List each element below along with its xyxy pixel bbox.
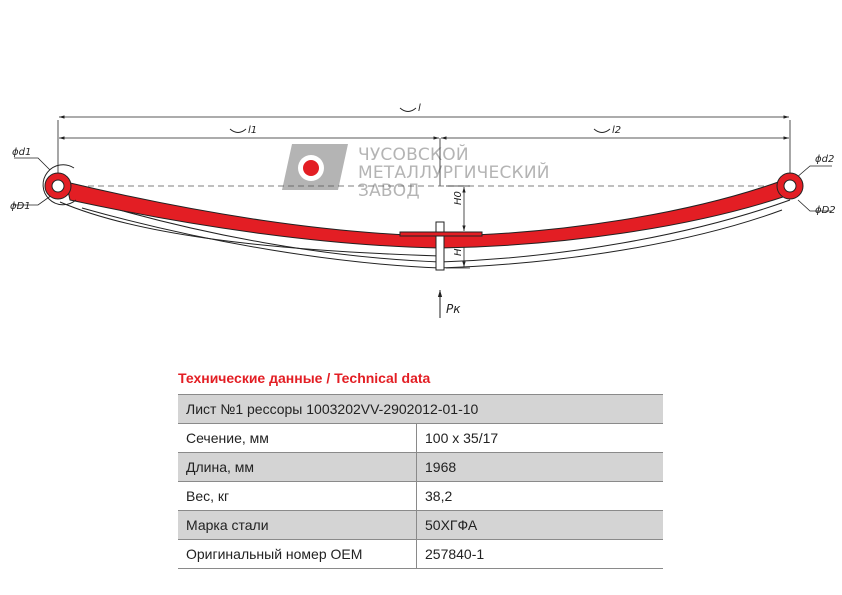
logo-line-2: МЕТАЛЛУРГИЧЕСКИЙ <box>358 163 550 183</box>
dim-label-D2: ϕD2 <box>815 205 836 216</box>
spec-value: 50ХГФА <box>417 511 664 540</box>
logo-mark-core <box>303 160 319 176</box>
leaf-2-top <box>72 196 790 262</box>
right-eye-bore <box>784 180 796 192</box>
d1-leader <box>14 158 50 170</box>
dim-label-l1: l1 <box>248 125 258 136</box>
dim-label-l: l <box>418 103 421 114</box>
dim-label-h0: H0 <box>453 191 464 205</box>
spec-label: Сечение, мм <box>178 424 417 453</box>
spec-label: Длина, мм <box>178 453 417 482</box>
table-row <box>178 540 663 569</box>
dim-label-d1: ϕd1 <box>12 147 32 158</box>
spec-table <box>178 394 663 569</box>
spec-title: Технические данные / Technical data <box>178 370 431 386</box>
dim-label-l2: l2 <box>612 125 622 136</box>
center-pad <box>400 232 482 236</box>
spec-label: Вес, кг <box>178 482 417 511</box>
spec-label: Оригинальный номер OEM <box>178 540 417 569</box>
spec-value: 257840-1 <box>417 540 664 569</box>
spec-header-cell: Лист №1 рессоры 1003202VV-2902012-01-10 <box>178 395 663 424</box>
main-leaf <box>66 180 786 248</box>
d2-leader <box>796 166 832 178</box>
table-row <box>178 482 663 511</box>
dim-label-pk: Pк <box>446 302 461 316</box>
center-bolt-body <box>436 222 444 270</box>
spec-header-row <box>178 395 663 424</box>
dim-label-h: H <box>453 248 464 256</box>
right-eye <box>777 173 803 199</box>
spec-value: 1968 <box>417 453 664 482</box>
table-row <box>178 453 663 482</box>
table-row <box>178 511 663 540</box>
logo-line-1: ЧУСОВСКОЙ <box>358 145 469 165</box>
table-row <box>178 424 663 453</box>
company-logo <box>282 143 550 201</box>
spec-label: Марка стали <box>178 511 417 540</box>
left-eye-bore <box>52 180 64 192</box>
dim-label-d2: ϕd2 <box>815 154 835 165</box>
logo-line-3: ЗАВОД <box>358 181 420 201</box>
dim-label-D1: ϕD1 <box>10 201 31 212</box>
spec-value: 38,2 <box>417 482 664 511</box>
spec-value: 100 х 35/17 <box>417 424 664 453</box>
